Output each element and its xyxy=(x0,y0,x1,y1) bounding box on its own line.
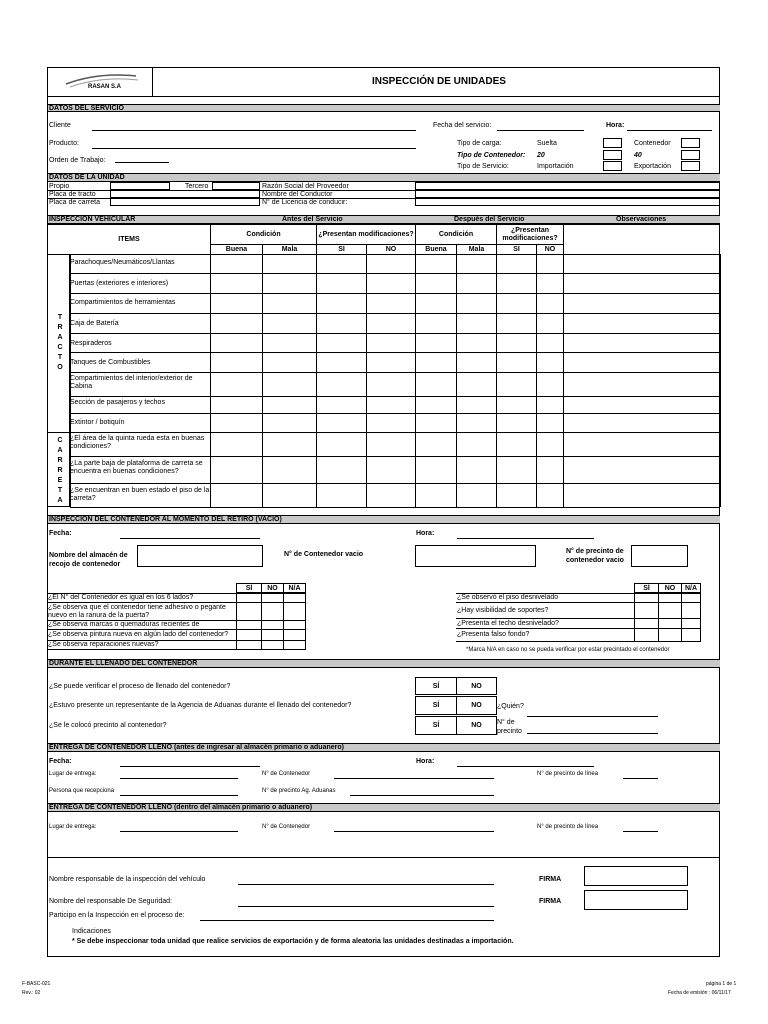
llenado-q3: ¿Se le colocó precinto al contenedor? xyxy=(49,722,167,729)
check-cell[interactable] xyxy=(367,274,415,293)
razon-label: Razón Social del Proveedor xyxy=(262,183,349,190)
check-cell[interactable] xyxy=(564,274,720,293)
check-cell[interactable] xyxy=(457,457,496,483)
check-cell[interactable] xyxy=(317,255,366,273)
retiro-header-cell: N/A xyxy=(681,583,701,593)
no-despues: NO xyxy=(536,244,564,255)
tercero-label: Tercero xyxy=(185,183,209,190)
check-cell[interactable] xyxy=(457,274,496,293)
entrega2-lugar-label: Lugar de entrega: xyxy=(49,824,97,830)
retiro-check-cell[interactable] xyxy=(283,602,306,621)
entrega1-precinto-linea-field[interactable] xyxy=(623,778,658,779)
check-cell[interactable] xyxy=(317,397,366,413)
check-cell[interactable] xyxy=(367,334,415,352)
condicion-despues-header: Condición xyxy=(415,224,497,245)
antes-label: Antes del Servicio xyxy=(282,216,343,223)
exportacion-label: Exportación xyxy=(634,163,671,170)
llenado-q3-si[interactable]: SÍ xyxy=(415,716,457,735)
llenado-q1: ¿Se puede verificar el proceso de llenado del contenedor? xyxy=(49,683,231,690)
check-cell[interactable] xyxy=(317,334,366,352)
check-cell[interactable] xyxy=(564,334,720,352)
retiro-question: ¿Hay visibilidad de soportes? xyxy=(457,606,549,614)
section-retiro: INSPECCION DEL CONTENEDOR AL MOMENTO DEL RETIRO (VACIO) xyxy=(48,515,720,524)
llenado-q2-no[interactable]: NO xyxy=(456,696,497,715)
check-cell[interactable] xyxy=(497,353,536,372)
entrega1-precinto-linea-label: N° de precinto de línea xyxy=(537,771,599,777)
retiro-hora-label: Hora: xyxy=(416,530,435,537)
check-cell[interactable] xyxy=(457,373,496,396)
check-cell[interactable] xyxy=(263,334,316,352)
logo-swoosh-icon xyxy=(58,70,150,94)
check-cell[interactable] xyxy=(497,314,536,333)
check-cell[interactable] xyxy=(367,353,415,372)
buena-antes: Buena xyxy=(210,244,263,255)
firma-label-1: FIRMA xyxy=(539,876,562,883)
check-cell[interactable] xyxy=(497,255,536,273)
importacion-label: Importación xyxy=(537,163,574,170)
llenado-q1-no[interactable]: NO xyxy=(456,677,497,695)
cliente-field[interactable] xyxy=(92,130,416,131)
check-cell[interactable] xyxy=(416,334,456,352)
check-cell[interactable] xyxy=(367,314,415,333)
check-cell[interactable] xyxy=(416,353,456,372)
tracto-item: Tanques de Combustibles xyxy=(70,359,151,366)
check-cell[interactable] xyxy=(537,274,563,293)
check-cell[interactable] xyxy=(497,484,536,507)
licencia-field[interactable] xyxy=(415,198,720,206)
check-cell[interactable] xyxy=(211,294,262,313)
importacion-checkbox[interactable] xyxy=(603,161,622,171)
check-cell[interactable] xyxy=(263,414,316,432)
tracto-item: Extintor / botiquín xyxy=(70,419,125,426)
entrega2-contenedor-field[interactable] xyxy=(334,831,494,832)
check-cell[interactable] xyxy=(367,433,415,456)
check-cell[interactable] xyxy=(537,397,563,413)
placa-tracto-field[interactable] xyxy=(110,190,260,198)
logo xyxy=(58,70,150,94)
entrega1-precinto-ag-field[interactable] xyxy=(350,795,494,796)
llenado-precinto-field[interactable] xyxy=(527,733,658,734)
check-cell[interactable] xyxy=(537,314,563,333)
footer-rev: Rev.: 02 xyxy=(22,990,41,996)
c40-label: 40 xyxy=(634,152,642,159)
vehicular-heading: INSPECCION VEHICULAR xyxy=(49,216,136,223)
si-despues: SI xyxy=(496,244,537,255)
check-cell[interactable] xyxy=(564,457,720,483)
firma-label-2: FIRMA xyxy=(539,898,562,905)
placa-carreta-field[interactable] xyxy=(110,198,260,206)
check-cell[interactable] xyxy=(416,373,456,396)
check-cell[interactable] xyxy=(537,484,563,507)
check-cell[interactable] xyxy=(564,255,720,273)
check-cell[interactable] xyxy=(263,397,316,413)
retiro-note: *Marca N/A en caso no se pueda verificar por estar precintado el contenedor xyxy=(466,647,670,653)
carreta-label: C A R R E T A xyxy=(57,437,63,504)
exportacion-checkbox[interactable] xyxy=(681,161,700,171)
section-servicio: DATOS DEL SERVICIO xyxy=(48,104,720,112)
section-unidad: DATOS DE LA UNIDAD xyxy=(48,173,720,182)
check-cell[interactable] xyxy=(564,397,720,413)
check-cell[interactable] xyxy=(416,457,456,483)
tipo-contenedor-label: Tipo de Contenedor: xyxy=(457,152,526,159)
presentan-antes-header: ¿Presentan modificaciones? xyxy=(316,224,416,245)
indicaciones-note: * Se debe inspeccionar toda unidad que realice servicios de exportación y de forma aleatoria las unidades destinadas a importación. xyxy=(72,938,514,945)
check-cell[interactable] xyxy=(211,414,262,432)
check-cell[interactable] xyxy=(457,334,496,352)
check-cell[interactable] xyxy=(537,353,563,372)
check-cell[interactable] xyxy=(497,433,536,456)
check-cell[interactable] xyxy=(497,334,536,352)
check-cell[interactable] xyxy=(317,353,366,372)
llenado-q2-si[interactable]: SÍ xyxy=(415,696,457,715)
entrega2-contenedor-label: N° de Contenedor xyxy=(262,824,311,830)
check-cell[interactable] xyxy=(537,433,563,456)
entrega1-recepciona-field[interactable] xyxy=(120,795,238,796)
tipo-carga-label: Tipo de carga: xyxy=(457,140,502,147)
check-cell[interactable] xyxy=(211,353,262,372)
retiro-header-cell: SÍ xyxy=(236,583,262,593)
num-contenedor-field[interactable] xyxy=(415,545,536,567)
check-cell[interactable] xyxy=(211,484,262,507)
check-cell[interactable] xyxy=(263,373,316,396)
check-cell[interactable] xyxy=(564,373,720,396)
despues-label: Después del Servicio xyxy=(454,216,525,223)
entrega1-contenedor-label: N° de Contenedor xyxy=(262,771,311,777)
check-cell[interactable] xyxy=(263,255,316,273)
nombre-conductor-field[interactable] xyxy=(415,190,720,198)
hora-field[interactable] xyxy=(627,130,712,131)
retiro-check-cell[interactable] xyxy=(634,628,659,642)
entrega1-contenedor-field[interactable] xyxy=(334,778,494,779)
entrega1-lugar-field[interactable] xyxy=(120,778,238,779)
tracto-item: Caja de Batería xyxy=(70,320,119,327)
check-cell[interactable] xyxy=(317,433,366,456)
footer-code: F-BASC-021 xyxy=(22,981,51,987)
retiro-question: ¿Se observa pintura nueva en algún lado del contenedor? xyxy=(48,631,229,639)
check-cell[interactable] xyxy=(317,373,366,396)
check-cell[interactable] xyxy=(367,484,415,507)
retiro-check-cell[interactable] xyxy=(634,602,659,619)
grid-col-line xyxy=(720,254,721,507)
observaciones-column xyxy=(563,224,720,255)
retiro-question: ¿Presenta el techo desnivelado? xyxy=(457,619,559,627)
check-cell[interactable] xyxy=(211,433,262,456)
check-cell[interactable] xyxy=(263,274,316,293)
check-cell[interactable] xyxy=(497,414,536,432)
retiro-row-line xyxy=(456,641,700,642)
retiro-question: ¿Presenta falso fondo? xyxy=(457,631,530,639)
footer-fecha-emision: Fecha de emisión : 06/11/17 xyxy=(668,990,731,996)
entrega2-precinto-linea-label: N° de precinto de línea xyxy=(537,824,599,830)
condicion-antes-header: Condición xyxy=(210,224,317,245)
check-cell[interactable] xyxy=(367,294,415,313)
check-cell[interactable] xyxy=(211,334,262,352)
check-cell[interactable] xyxy=(537,414,563,432)
check-cell[interactable] xyxy=(497,373,536,396)
check-cell[interactable] xyxy=(416,314,456,333)
check-cell[interactable] xyxy=(497,294,536,313)
check-cell[interactable] xyxy=(564,433,720,456)
check-cell[interactable] xyxy=(367,255,415,273)
orden-label: Orden de Trabajo: xyxy=(49,157,106,164)
entrega1-hora-field[interactable] xyxy=(457,766,594,767)
check-cell[interactable] xyxy=(416,294,456,313)
check-cell[interactable] xyxy=(416,274,456,293)
entrega2-precinto-linea-field[interactable] xyxy=(623,831,658,832)
c40-checkbox[interactable] xyxy=(681,150,700,160)
producto-label: Producto: xyxy=(49,140,79,147)
responsable-seguridad-label: Nombre del responsable De Seguridad: xyxy=(49,898,172,905)
logo-text: RASAN S.A xyxy=(88,84,122,90)
check-cell[interactable] xyxy=(416,414,456,432)
fecha-servicio-label: Fecha del servicio: xyxy=(433,122,492,129)
check-cell[interactable] xyxy=(457,353,496,372)
retiro-hora-field[interactable] xyxy=(457,538,594,539)
check-cell[interactable] xyxy=(367,414,415,432)
check-cell[interactable] xyxy=(317,484,366,507)
check-cell[interactable] xyxy=(564,314,720,333)
check-cell[interactable] xyxy=(211,314,262,333)
almacen-label: Nombre del almacén de recojo de contenedor xyxy=(49,552,128,569)
mala-antes: Mala xyxy=(262,244,317,255)
check-cell[interactable] xyxy=(211,274,262,293)
propio-checkbox[interactable] xyxy=(110,182,170,190)
contenedor-checkbox[interactable] xyxy=(681,138,700,148)
producto-field[interactable] xyxy=(92,148,416,149)
entrega2-lugar-field[interactable] xyxy=(120,831,238,832)
carreta-item: ¿El área de la quinta rueda esta en buenas condiciones? xyxy=(70,435,205,451)
check-cell[interactable] xyxy=(497,274,536,293)
check-cell[interactable] xyxy=(263,433,316,456)
check-cell[interactable] xyxy=(457,255,496,273)
retiro-header-cell: NO xyxy=(658,583,682,593)
retiro-check-cell[interactable] xyxy=(658,602,682,619)
tracto-item: Parachoques/Neumáticos/Llantas xyxy=(70,259,175,266)
check-cell[interactable] xyxy=(537,334,563,352)
check-cell[interactable] xyxy=(564,353,720,372)
retiro-question: ¿Se observa que el contenedor tiene adhesivo o pegante nuevo en la ranura de la puerta? xyxy=(48,603,226,619)
check-cell[interactable] xyxy=(457,397,496,413)
llenado-q2: ¿Estuvo presente un representante de la Agencia de Aduanas durante el llenado del contenedor? xyxy=(49,702,352,709)
nombre-conductor-label: Nombre del Conductor xyxy=(262,191,333,198)
retiro-check-cell[interactable] xyxy=(681,602,701,619)
suelta-checkbox[interactable] xyxy=(603,138,622,148)
section-entrega-2: ENTREGA DE CONTENEDOR LLENO (dentro del almacén primario o aduanero) xyxy=(48,803,720,812)
retiro-check-cell[interactable] xyxy=(681,628,701,642)
check-cell[interactable] xyxy=(457,414,496,432)
retiro-check-cell[interactable] xyxy=(658,628,682,642)
check-cell[interactable] xyxy=(416,397,456,413)
tracto-item: Compartimientos de herramientas xyxy=(70,299,176,306)
tercero-checkbox[interactable] xyxy=(212,182,260,190)
participo-label: Participo en la Inspección en el proceso de: xyxy=(49,912,185,919)
orden-field[interactable] xyxy=(115,162,169,163)
check-cell[interactable] xyxy=(317,314,366,333)
retiro-header-cell: N/A xyxy=(283,583,306,593)
check-cell[interactable] xyxy=(564,484,720,507)
carreta-item: ¿La parte baja de plataforma de carreta se encuentra en buenas condiciones? xyxy=(70,460,203,476)
check-cell[interactable] xyxy=(537,457,563,483)
grid-row-line xyxy=(70,507,720,508)
retiro-fecha-label: Fecha: xyxy=(49,530,72,537)
num-contenedor-label: N° de Contenedor vacio xyxy=(284,551,364,558)
responsable-seguridad-field[interactable] xyxy=(238,906,494,907)
check-cell[interactable] xyxy=(367,373,415,396)
check-cell[interactable] xyxy=(263,484,316,507)
entrega1-lugar-label: Lugar de entrega: xyxy=(49,771,97,777)
check-cell[interactable] xyxy=(537,373,563,396)
propio-label: Propio xyxy=(49,183,70,190)
responsable-inspeccion-label: Nombre responsable de la inspección del vehículo xyxy=(49,876,206,883)
num-precinto-label: N° de precinto de contenedor vacio xyxy=(566,548,624,565)
entrega1-hora-label: Hora: xyxy=(416,758,435,765)
tipo-servicio-label: Tipo de Servicio: xyxy=(457,163,509,170)
check-cell[interactable] xyxy=(211,457,262,483)
carreta-item: ¿Se encuentran en buen estado el piso de la carreta? xyxy=(70,487,210,503)
check-cell[interactable] xyxy=(263,353,316,372)
entrega1-fecha-label: Fecha: xyxy=(49,758,72,765)
check-cell[interactable] xyxy=(211,255,262,273)
responsable-inspeccion-field[interactable] xyxy=(238,884,494,885)
quien-field[interactable] xyxy=(527,716,658,717)
razon-field[interactable] xyxy=(415,182,720,190)
entrega1-recepciona-label: Persona que recepciona xyxy=(49,788,115,794)
check-cell[interactable] xyxy=(317,457,366,483)
check-cell[interactable] xyxy=(457,294,496,313)
check-cell[interactable] xyxy=(457,433,496,456)
check-cell[interactable] xyxy=(317,294,366,313)
buena-despues: Buena xyxy=(415,244,457,255)
check-cell[interactable] xyxy=(416,484,456,507)
check-cell[interactable] xyxy=(263,294,316,313)
retiro-check-cell[interactable] xyxy=(261,602,284,621)
check-cell[interactable] xyxy=(211,373,262,396)
quien-label: ¿Quién? xyxy=(497,703,524,710)
check-cell[interactable] xyxy=(537,255,563,273)
tracto-item: Respiraderos xyxy=(70,340,112,347)
section-entrega-1: ENTREGA DE CONTENEDOR LLENO (antes de ingresar al almacén primario o aduanero) xyxy=(48,743,720,752)
placa-carreta-label: Placa de carreta xyxy=(49,199,100,206)
entrega1-precinto-ag-label: N° de precinto Ag. Aduanas xyxy=(262,788,336,794)
check-cell[interactable] xyxy=(317,274,366,293)
num-precinto-field[interactable] xyxy=(631,545,688,567)
check-cell[interactable] xyxy=(367,457,415,483)
check-cell[interactable] xyxy=(317,414,366,432)
check-cell[interactable] xyxy=(497,457,536,483)
c20-checkbox[interactable] xyxy=(603,150,622,160)
section-llenado: DURANTE EL LLENADO DEL CONTENEDOR xyxy=(48,659,720,668)
tracto-item: Compartimientos del interior/exterior de Cabina xyxy=(70,375,193,391)
page-title: INSPECCIÓN DE UNIDADES xyxy=(372,76,506,87)
retiro-question: ¿Se observa marcas o quemaduras recientes de xyxy=(48,621,200,629)
check-cell[interactable] xyxy=(457,314,496,333)
firma-box-2[interactable] xyxy=(584,890,688,910)
items-header: ITEMS xyxy=(47,224,211,255)
check-cell[interactable] xyxy=(564,294,720,313)
tracto-label: T R A C T O xyxy=(57,314,63,371)
cliente-label: Cliente xyxy=(49,122,71,129)
fecha-servicio-field[interactable] xyxy=(497,130,584,131)
check-cell[interactable] xyxy=(564,414,720,432)
retiro-question: ¿Se observó el piso desnivelado xyxy=(457,594,559,602)
no-antes: NO xyxy=(366,244,416,255)
check-cell[interactable] xyxy=(457,484,496,507)
llenado-precinto-label: N° de precinto xyxy=(497,719,522,736)
almacen-field[interactable] xyxy=(137,545,263,567)
si-antes: SI xyxy=(316,244,367,255)
check-cell[interactable] xyxy=(211,397,262,413)
footer-page: página 1 de 1 xyxy=(706,981,737,987)
check-cell[interactable] xyxy=(263,457,316,483)
retiro-fecha-field[interactable] xyxy=(120,538,260,539)
check-cell[interactable] xyxy=(537,294,563,313)
presentan-despues-header: ¿Presentan modificaciones? xyxy=(496,224,564,245)
check-cell[interactable] xyxy=(416,255,456,273)
check-cell[interactable] xyxy=(497,397,536,413)
contenedor-label: Contenedor xyxy=(634,140,671,147)
retiro-question: ¿El N° del Contenedor es igual en los 6 lados? xyxy=(48,594,194,602)
tracto-item: Sección de pasajeros y techos xyxy=(70,399,165,406)
llenado-q3-no[interactable]: NO xyxy=(456,716,497,735)
retiro-header-cell: NO xyxy=(261,583,284,593)
retiro-question: ¿Se observa reparaciones nuevas? xyxy=(48,641,159,649)
tracto-item: Puertas (exteriores e interiores) xyxy=(70,280,169,287)
c20-label: 20 xyxy=(537,152,545,159)
firma-box-1[interactable] xyxy=(584,866,688,886)
licencia-label: N° de Licencia de conducir: xyxy=(262,199,348,206)
check-cell[interactable] xyxy=(416,433,456,456)
hora-label: Hora: xyxy=(606,122,625,129)
retiro-row-line xyxy=(47,649,305,650)
entrega1-fecha-field[interactable] xyxy=(120,766,260,767)
indicaciones-label: Indicaciones xyxy=(72,928,111,935)
llenado-q1-si[interactable]: SÍ xyxy=(415,677,457,695)
suelta-label: Suelta xyxy=(537,140,557,147)
placa-tracto-label: Placa de tracto xyxy=(49,191,96,198)
check-cell[interactable] xyxy=(367,397,415,413)
participo-field[interactable] xyxy=(200,920,494,921)
retiro-header-cell: SÍ xyxy=(634,583,659,593)
mala-despues: Mala xyxy=(456,244,497,255)
retiro-check-cell[interactable] xyxy=(236,602,262,621)
check-cell[interactable] xyxy=(263,314,316,333)
observaciones-label: Observaciones xyxy=(616,216,667,223)
